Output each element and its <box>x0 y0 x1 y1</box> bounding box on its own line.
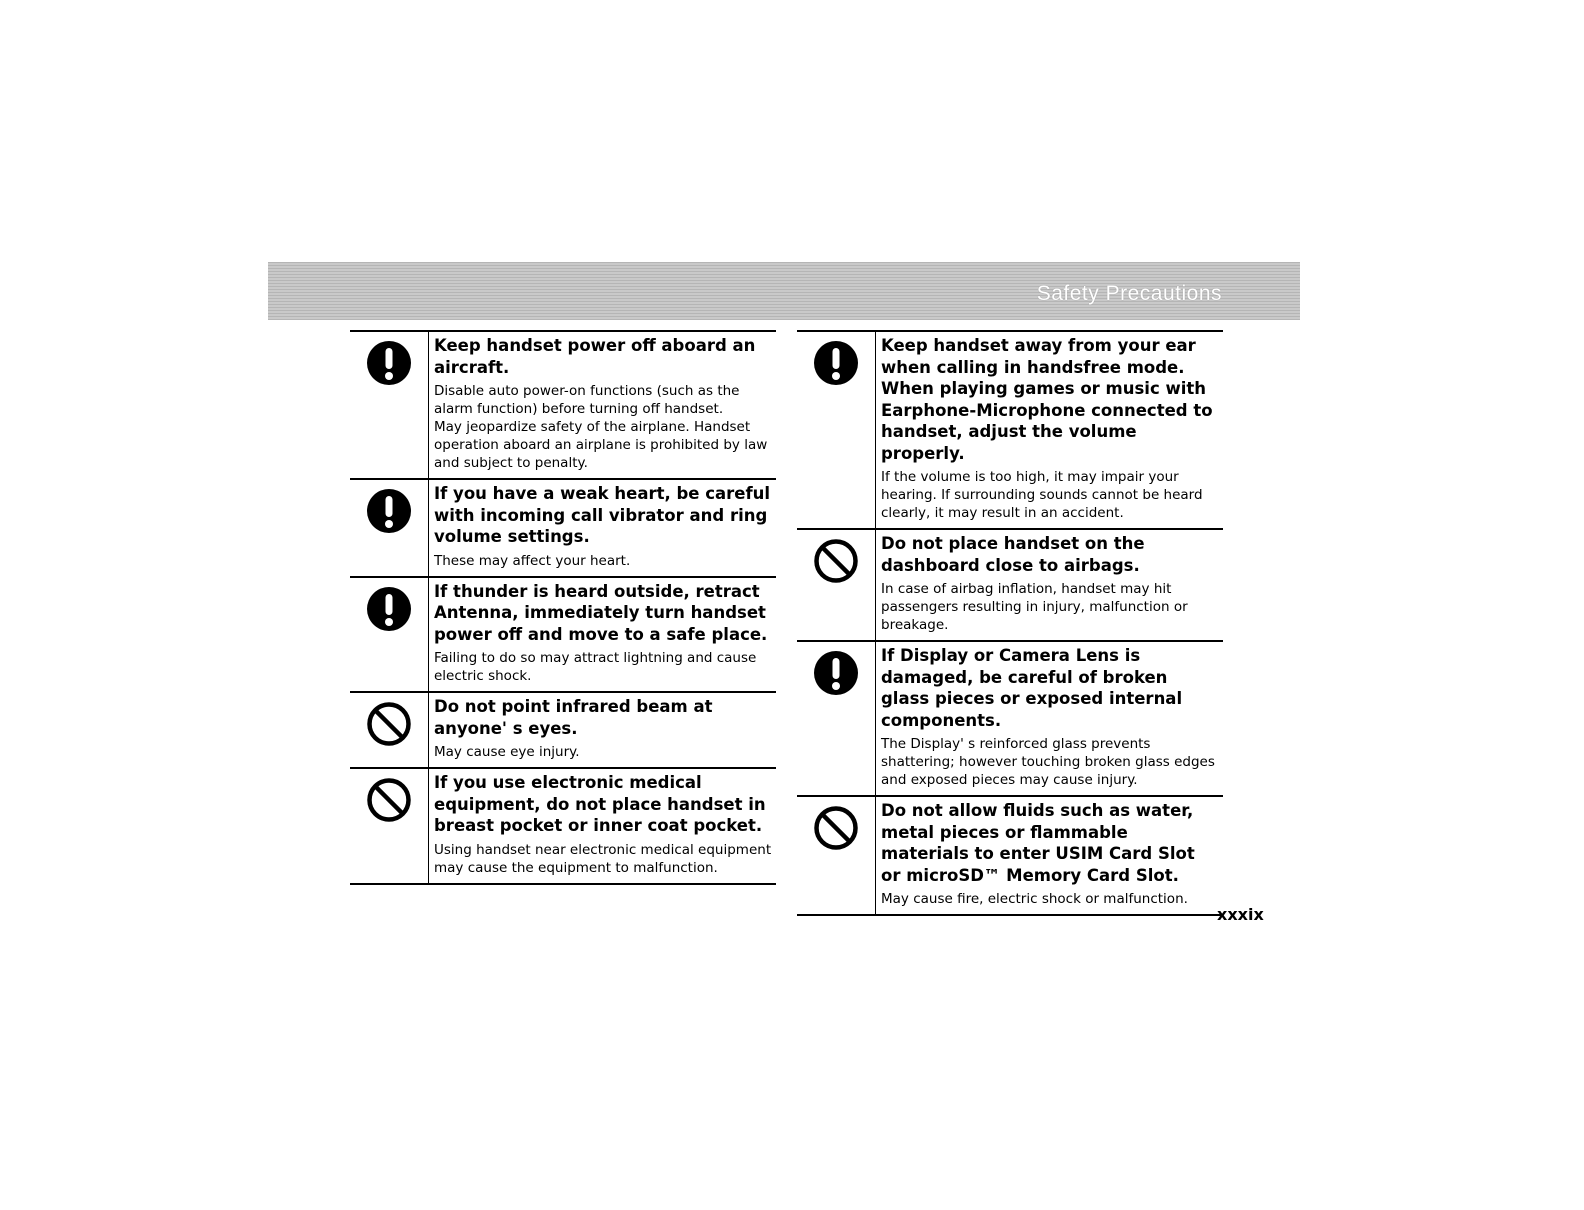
precaution-body: May cause eye injury. <box>434 744 580 760</box>
precaution-body: In case of airbag inflation, handset may hit passengers resulting in injury, malfunction or breakage. <box>881 581 1188 633</box>
precaution-title: If you use electronic medical equipment, do not place handset in breast pocket or inner coat pocket. <box>434 773 766 835</box>
right-precautions-column <box>797 330 1223 916</box>
page-number: xxxix <box>1217 905 1264 924</box>
precaution-body: These may affect your heart. <box>434 552 631 569</box>
precaution-item-airbags <box>797 528 1223 640</box>
prohibited-icon <box>366 777 412 823</box>
precaution-body: May cause fire, electric shock or malfunction. <box>881 891 1188 907</box>
precaution-title: If Display or Camera Lens is damaged, be careful of broken glass pieces or exposed internal components. <box>881 646 1183 730</box>
precaution-item-fluids <box>797 795 1223 916</box>
precaution-title: If thunder is heard outside, retract Antenna, immediately turn handset power off and move to a safe place. <box>434 581 768 644</box>
precaution-item-thunder <box>350 576 776 692</box>
exclamation-circle-icon <box>366 586 412 632</box>
exclamation-circle-icon <box>366 340 412 386</box>
exclamation-circle-icon <box>813 340 859 386</box>
section-header-band <box>268 262 1300 320</box>
precaution-item-weak-heart <box>350 478 776 576</box>
prohibited-icon <box>366 701 412 747</box>
exclamation-circle-icon <box>813 650 859 696</box>
precaution-title: Keep handset power off aboard an aircraft. <box>434 336 756 377</box>
precaution-body: Disable auto power-on functions (such as the alarm function) before turning off handset. May jeopardize safety of the airplane. Handset operation aboard an airplane is prohibited by law and subject to penalty. <box>434 383 768 471</box>
precaution-body: Failing to do so may attract lightning and cause electric shock. <box>434 650 757 684</box>
precaution-item-handsfree-volume <box>797 330 1223 528</box>
precaution-body: The Display' s reinforced glass prevents shattering; however touching broken glass edges and exposed pieces may cause injury. <box>881 736 1215 788</box>
precaution-title: Keep handset away from your ear when calling in handsfree mode. When playing games or music with Earphone-Microphone connected to handset, adjust the volume properly. <box>881 336 1213 463</box>
precaution-item-broken-glass <box>797 640 1223 795</box>
precaution-title: If you have a weak heart, be careful with incoming call vibrator and ring volume settings. <box>434 484 771 546</box>
precaution-title: Do not point infrared beam at anyone' s eyes. <box>434 697 713 738</box>
precaution-item-medical-equipment <box>350 767 776 885</box>
precaution-body: If the volume is too high, it may impair your hearing. If surrounding sounds cannot be heard clearly, it may result in an accident. <box>881 469 1203 521</box>
prohibited-icon <box>813 538 859 584</box>
left-precautions-column <box>350 330 776 885</box>
precaution-item-infrared <box>350 691 776 767</box>
precaution-item-aircraft <box>350 330 776 478</box>
prohibited-icon <box>813 805 859 851</box>
precaution-body: Using handset near electronic medical equipment may cause the equipment to malfunction. <box>434 841 772 876</box>
precaution-title: Do not place handset on the dashboard close to airbags. <box>881 534 1145 575</box>
section-title: Safety Precautions <box>1036 282 1222 305</box>
precaution-title: Do not allow fluids such as water, metal pieces or flammable materials to enter USIM Card Slot or microSD™ Memory Card Slot. <box>881 801 1195 885</box>
exclamation-circle-icon <box>366 488 412 534</box>
